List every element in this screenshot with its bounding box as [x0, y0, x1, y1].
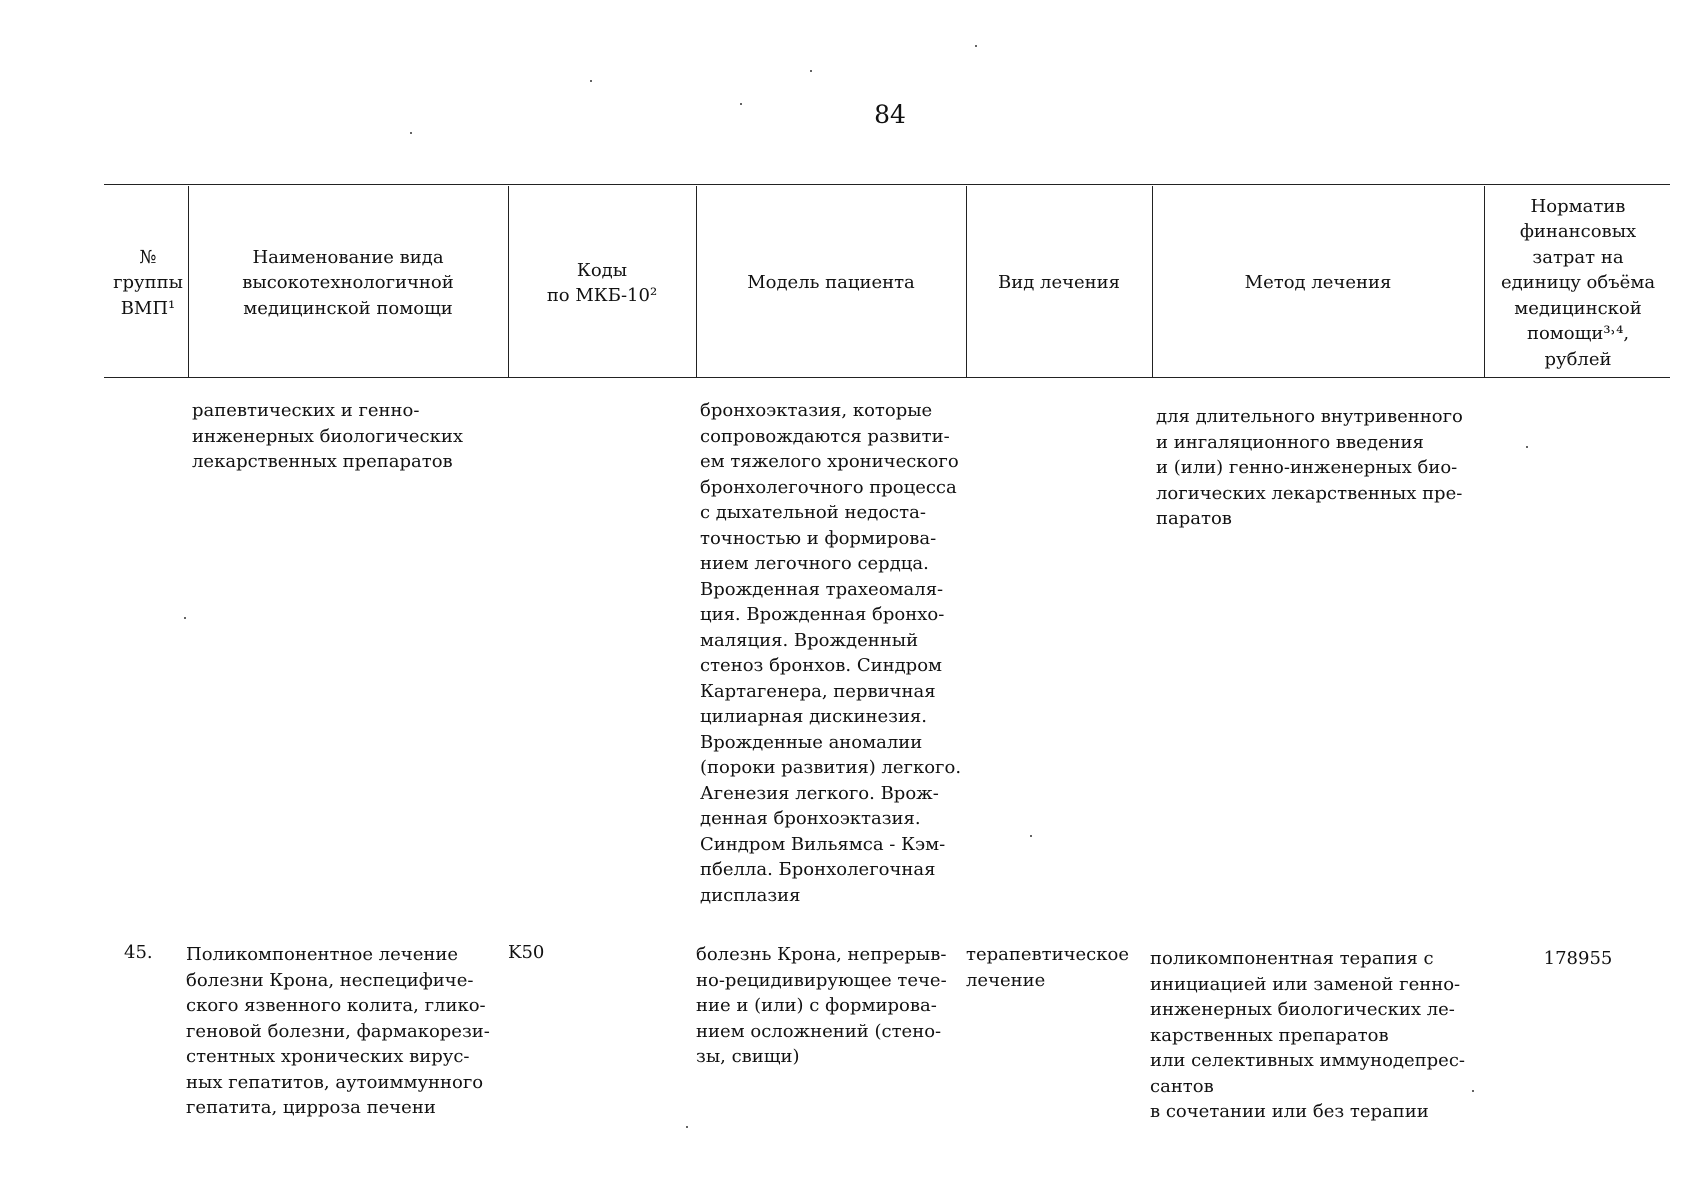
header-top-rule — [104, 184, 1670, 185]
cell-patient-model: болезнь Крона, непрерыв- но-рецидивирующее тече- ние и (или) с формирова- нием осложнений (стено- зы, свищи) — [696, 944, 947, 1067]
scan-speck — [1526, 446, 1528, 448]
scan-speck — [410, 132, 412, 134]
header-cell-group-number — [110, 190, 186, 376]
header-label: Метод лечения — [1244, 272, 1392, 294]
scan-speck — [1030, 835, 1032, 837]
header-cell-care-type — [190, 190, 506, 376]
scan-speck — [975, 45, 977, 47]
scan-speck — [1472, 1090, 1474, 1092]
column-divider — [508, 186, 509, 378]
header-label: № группы ВМП¹ — [113, 246, 183, 319]
scan-speck — [590, 80, 592, 82]
column-divider — [696, 186, 697, 378]
header-cell-cost-norm — [1486, 190, 1670, 376]
scan-speck — [184, 617, 186, 619]
cell-treatment-type: терапевтическое лечение — [966, 944, 1129, 991]
cell-icd-codes: K50 — [508, 942, 545, 963]
header-cell-patient-model — [698, 190, 964, 376]
column-divider — [1484, 186, 1485, 378]
header-cell-treatment-method — [1154, 190, 1482, 376]
header-label: Вид лечения — [997, 272, 1121, 294]
cell-treatment-method: поликомпонентная терапия с инициацией или заменой генно- инженерных биологических ле- карственных препаратов или селективных иммунодепрес- сантов в сочетании или без терапии — [1150, 948, 1465, 1122]
header-label: Коды по МКБ-10² — [546, 259, 658, 306]
cell-group-number: 45. — [124, 942, 153, 963]
header-label: Модель пациента — [747, 272, 915, 294]
header-label: Наименование вида высокотехнологичной медицинской помощи — [242, 246, 454, 319]
cell-treatment-method: для длительного внутривенного и ингаляционного введения и (или) генно-инженерных био- логических лекарственных пре- паратов — [1156, 406, 1463, 529]
header-label: Норматив финансовых затрат на единицу объёма медицинской помощи³˒⁴, рублей — [1500, 195, 1656, 370]
scan-speck — [686, 1126, 688, 1128]
column-divider — [188, 186, 189, 378]
scan-speck — [740, 103, 742, 105]
cell-care-type: рапевтических и генно- инженерных биологических лекарственных препаратов — [192, 400, 463, 472]
header-bottom-rule — [104, 377, 1670, 378]
cell-patient-model: бронхоэктазия, которые сопровождаются развити- ем тяжелого хронического бронхолегочного процесса с дыхательной недоста- точностью и формирова- нием легочного сердца. Врожденная трахеомаля- ция. Врожденная бронхо- маляция. Врожденный стеноз бронхов. Синдром Картагенера, первичная цилиарная дискинезия. Врожденные аномалии (пороки развития) легкого. Агенезия легкого. Врож- денная бронхоэктазия. Синдром Вильямса - Кэм- пбелла. Бронхолегочная дисплазия — [700, 400, 962, 906]
scan-speck — [810, 70, 812, 72]
cell-care-type: Поликомпонентное лечение болезни Крона, неспецифиче- ского язвенного колита, глико- геновой болезни, фармакорези- стентных хронических вирус- ных гепатитов, аутоиммунного гепатита, цирроза печени — [186, 944, 490, 1118]
column-divider — [966, 186, 967, 378]
column-divider — [1152, 186, 1153, 378]
header-cell-icd-codes — [510, 190, 694, 376]
cell-cost-norm: 178955 — [1543, 948, 1613, 969]
page-number: 84 — [874, 100, 906, 129]
header-cell-treatment-type — [968, 190, 1150, 376]
